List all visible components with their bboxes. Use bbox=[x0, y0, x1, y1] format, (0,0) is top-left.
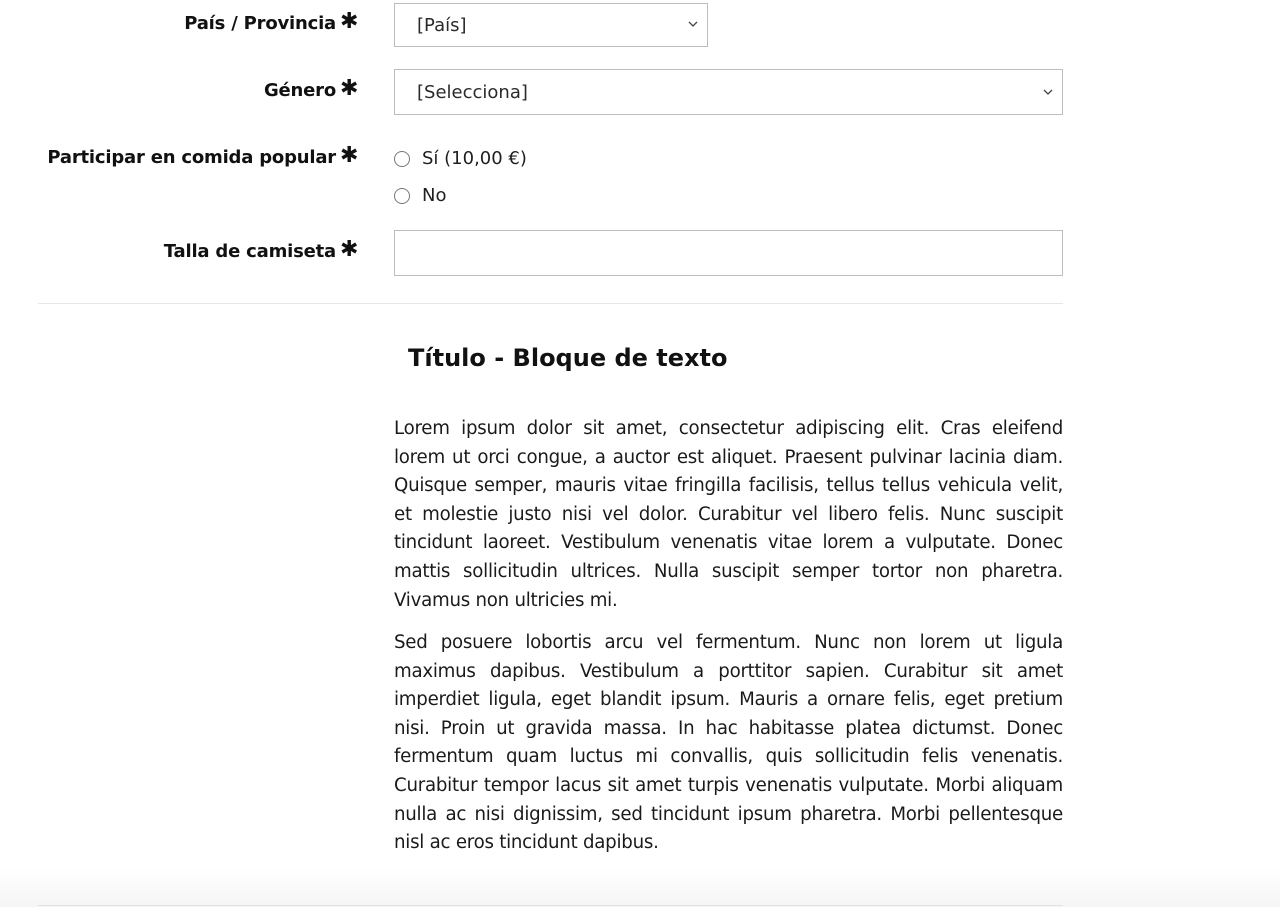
country-select[interactable] bbox=[394, 3, 708, 47]
chevron-down-icon bbox=[1042, 86, 1054, 98]
meal-option-yes-label: Sí (10,00 €) bbox=[422, 148, 527, 169]
country-label: País / Provincia bbox=[184, 13, 336, 34]
required-asterisk-icon: ✱ bbox=[340, 143, 359, 168]
text-block-paragraph: Sed posuere lobortis arcu vel fermentum. Nunc non lorem ut ligula maximus dapibus. Vestibulum a porttitor sapien. Curabitur sit amet imperdiet ligula, eget blandit ipsum. Mauris a ornare felis, eget pretium nisi. Proin ut gravida massa. In hac habitasse platea dictumst. Donec fermentum quam luctus mi convallis, quis sollicitudin felis venenatis. Curabitur tempor lacus sit amet turpis venenatis vulputate. Morbi aliquam nulla ac nisi dignissim, sed tincidunt ipsum pharetra. Morbi pellentesque nisl ac eros tincidunt dapibus. bbox=[394, 632, 1063, 854]
gender-label: Género bbox=[263, 80, 336, 101]
shirt-size-input[interactable] bbox=[394, 230, 1063, 276]
meal-label: Participar en comida popular bbox=[47, 147, 336, 168]
text-block-paragraph: Lorem ipsum dolor sit amet, consectetur adipiscing elit. Cras eleifend lorem ut orci congue, a auctor est aliquet. Praesent pulvinar lacinia diam. Quisque semper, mauris vitae fringilla facilisis, tellus tellus vehicula velit, et molestie justo nisi vel dolor. Curabitur vel libero felis. Nunc suscipit tincidunt laoreet. Vestibulum venenatis vitae lorem a vulputate. Donec mattis sollicitudin ultrices. Nulla suscipit semper tortor non pharetra. Vivamus non ultricies mi. bbox=[394, 418, 1063, 611]
country-select-value: [País] bbox=[417, 15, 467, 36]
required-asterisk-icon: ✱ bbox=[340, 76, 359, 101]
meal-option-no-label: No bbox=[422, 185, 447, 206]
required-asterisk-icon: ✱ bbox=[340, 9, 359, 34]
radio-button[interactable] bbox=[394, 151, 410, 167]
text-block-title: Título - Bloque de texto bbox=[408, 344, 728, 372]
shirt-label: Talla de camiseta bbox=[163, 241, 336, 262]
bottom-divider bbox=[38, 905, 1063, 906]
gender-select[interactable] bbox=[394, 69, 1063, 115]
chevron-down-icon bbox=[687, 18, 699, 30]
section-divider bbox=[38, 303, 1063, 304]
page-bottom-shade bbox=[0, 868, 1280, 907]
gender-select-value: [Selecciona] bbox=[417, 82, 528, 103]
required-asterisk-icon: ✱ bbox=[340, 237, 359, 262]
radio-button[interactable] bbox=[394, 188, 410, 204]
